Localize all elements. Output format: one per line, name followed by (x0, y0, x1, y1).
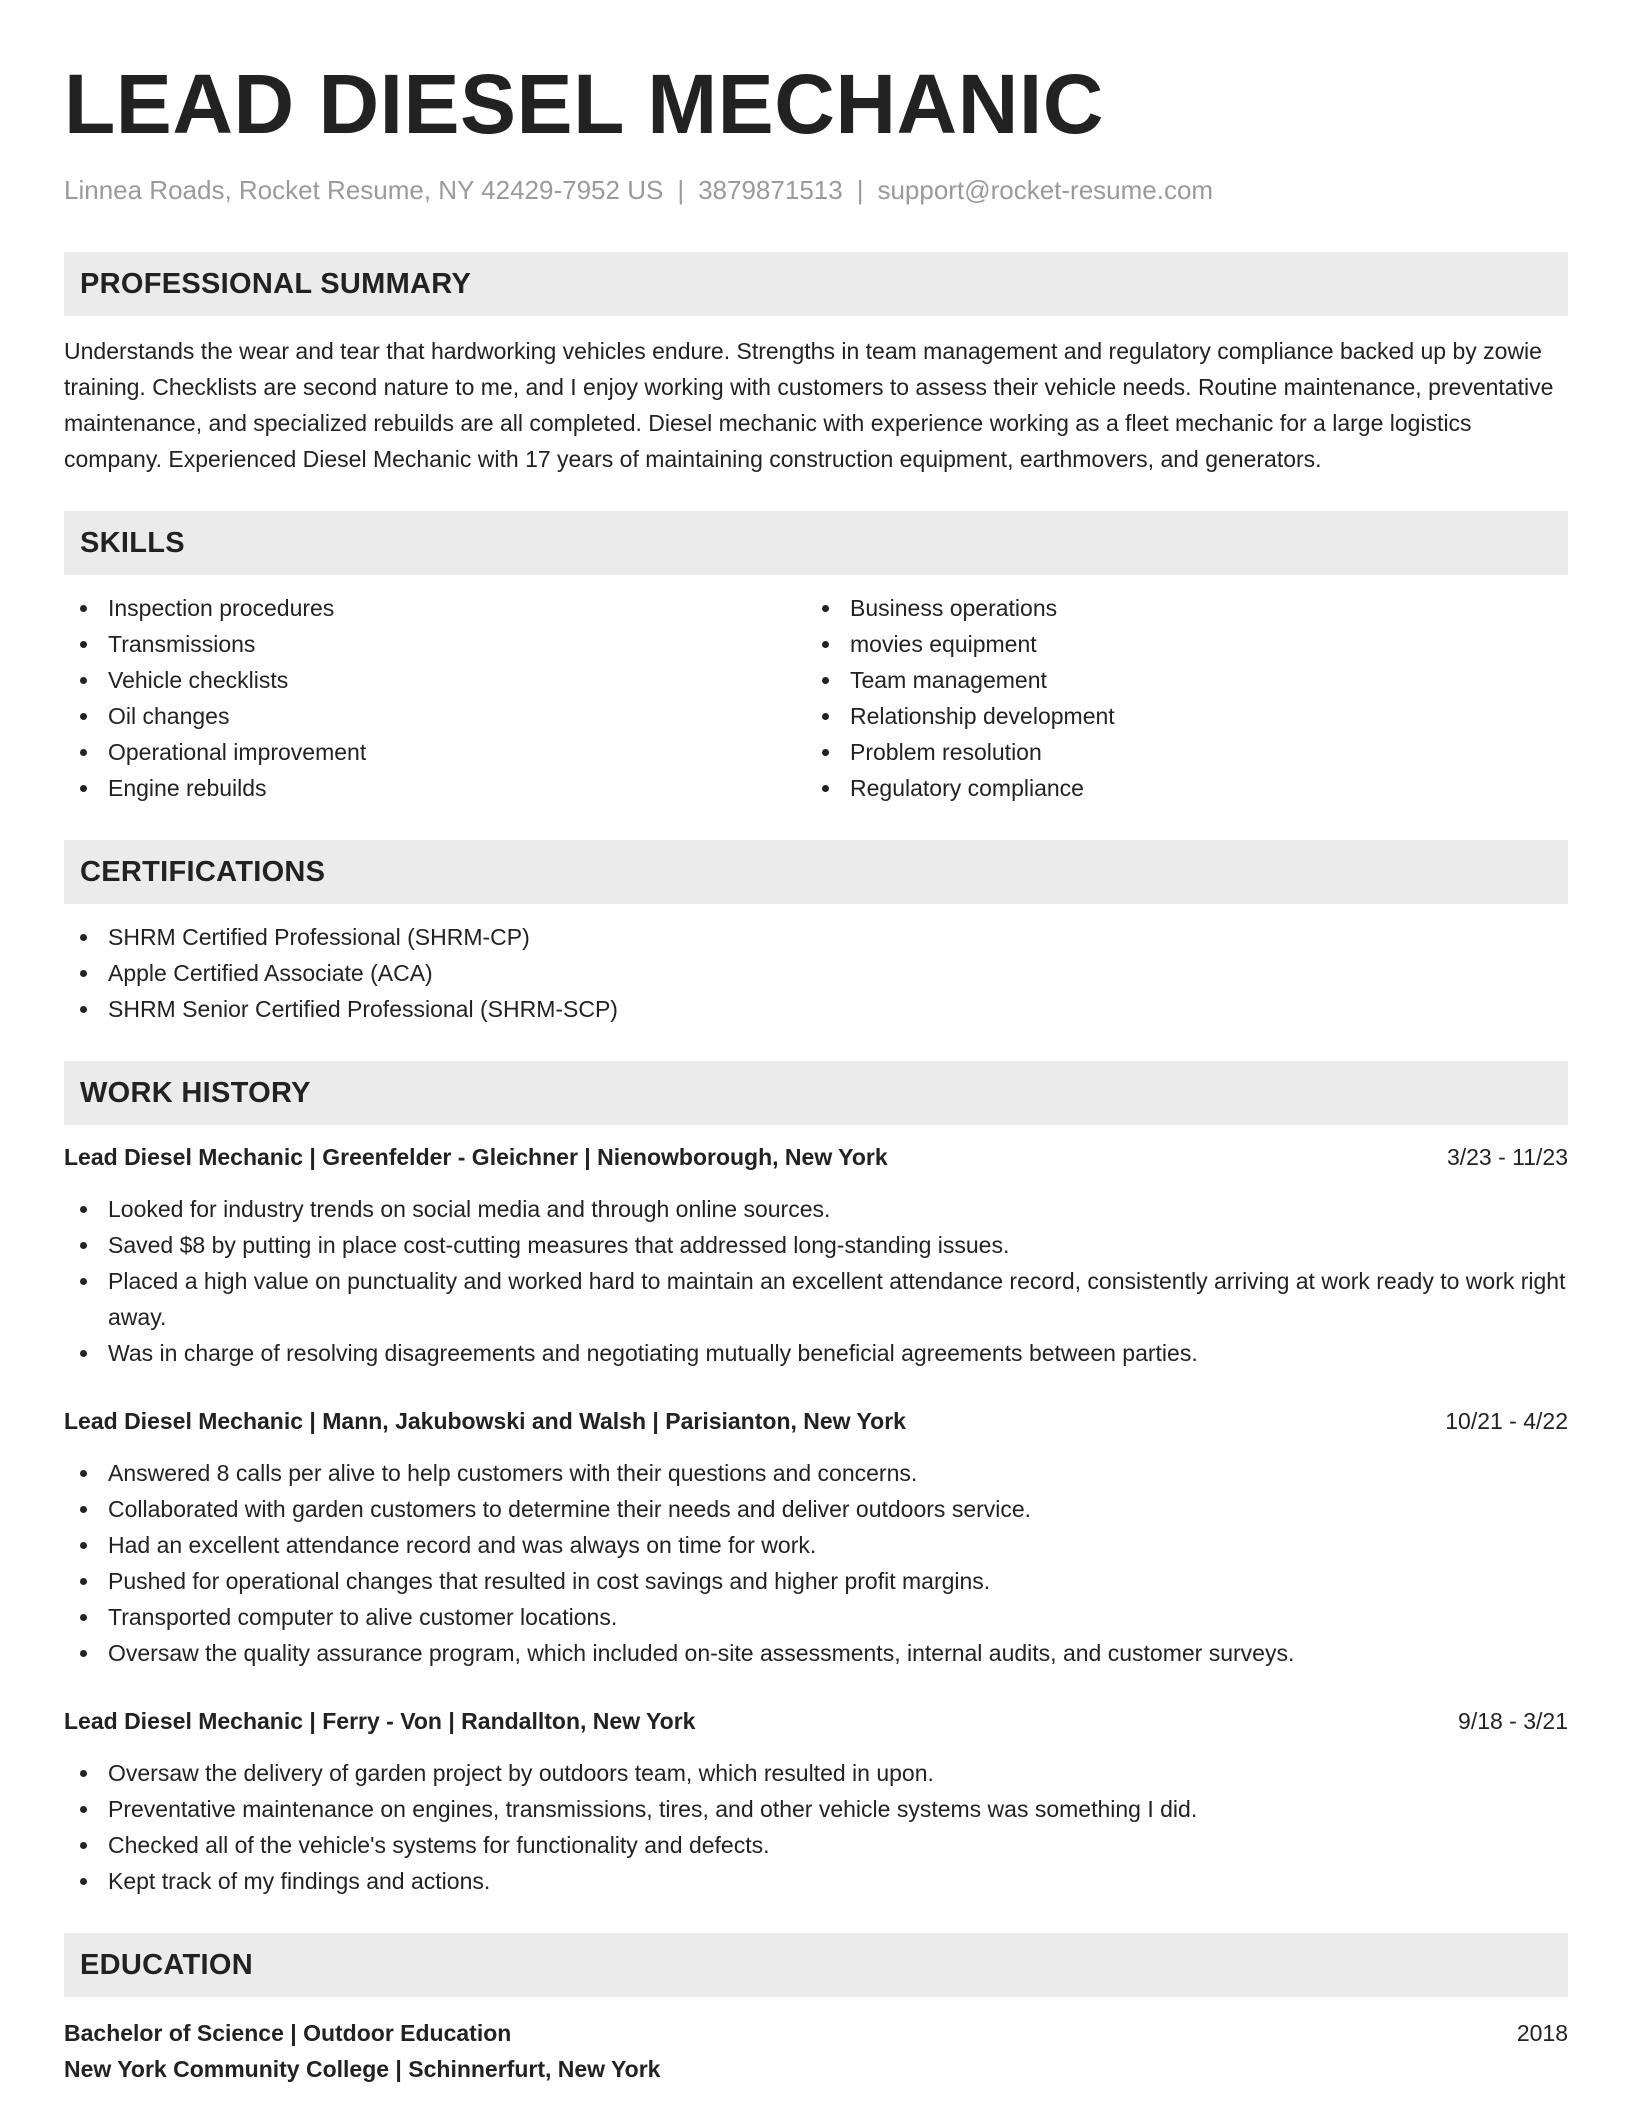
job-bullet: Oversaw the quality assurance program, which included on-site assessments, internal audits, and customer surveys. (64, 1635, 1568, 1671)
skill-item: Team management (806, 662, 1548, 698)
section-title: SKILLS (80, 526, 185, 559)
section-title: PROFESSIONAL SUMMARY (80, 267, 472, 300)
job-bullet: Pushed for operational changes that resulted in cost savings and higher profit margins. (64, 1563, 1568, 1599)
certifications-list (64, 919, 1568, 1027)
skill-item: Business operations (806, 590, 1548, 626)
section-header-work-history (64, 1061, 1568, 1125)
skill-item: Regulatory compliance (806, 770, 1548, 806)
skill-item: Vehicle checklists (64, 662, 806, 698)
skill-item: Transmissions (64, 626, 806, 662)
certification-item: SHRM Certified Professional (SHRM-CP) (64, 919, 1568, 955)
job-entry (64, 1403, 1568, 1671)
contact-separator: | (677, 175, 685, 205)
job-header (64, 1403, 1568, 1439)
education-year: 2018 (1516, 2020, 1568, 2046)
certification-item: SHRM Senior Certified Professional (SHRM-SCP) (64, 991, 1568, 1027)
skill-item: Engine rebuilds (64, 770, 806, 806)
job-bullet: Was in charge of resolving disagreements and negotiating mutually beneficial agreements between parties. (64, 1335, 1568, 1371)
skills-grid (64, 590, 1568, 806)
section-header-certifications (64, 840, 1568, 904)
job-bullet: Looked for industry trends on social media and through online sources. (64, 1191, 1568, 1227)
job-entry (64, 1139, 1568, 1371)
job-title: Lead Diesel Mechanic | Mann, Jakubowski and Walsh | Parisianton, New York (64, 1408, 906, 1434)
section-title: WORK HISTORY (80, 1076, 311, 1109)
contact-separator: | (856, 175, 864, 205)
education-header (64, 2015, 1568, 2051)
job-dates: 10/21 - 4/22 (1445, 1408, 1568, 1434)
job-title: Lead Diesel Mechanic | Greenfelder - Gleichner | Nienowborough, New York (64, 1144, 888, 1170)
certification-item: Apple Certified Associate (ACA) (64, 955, 1568, 991)
job-bullet: Collaborated with garden customers to determine their needs and deliver outdoors service. (64, 1491, 1568, 1527)
job-bullet: Transported computer to alive customer locations. (64, 1599, 1568, 1635)
job-bullet: Had an excellent attendance record and was always on time for work. (64, 1527, 1568, 1563)
section-header-summary (64, 252, 1568, 316)
job-bullets (64, 1191, 1568, 1371)
resume-title: LEAD DIESEL MECHANIC (64, 57, 1104, 151)
education-entry (64, 2015, 1568, 2087)
job-bullet: Preventative maintenance on engines, transmissions, tires, and other vehicle systems was something I did. (64, 1791, 1568, 1827)
education-degree: Bachelor of Science | Outdoor Education (64, 2020, 512, 2046)
skill-item: Oil changes (64, 698, 806, 734)
section-header-education (64, 1933, 1568, 1997)
job-dates: 3/23 - 11/23 (1446, 1144, 1568, 1170)
summary-text: Understands the wear and tear that hardworking vehicles endure. Strengths in team management and regulatory compliance backed up by zowie training. Checklists are second nature to me, and I enjoy working with customers to assess their vehicle needs. Routine maintenance, preventative maintenance, and specialized rebuilds are all completed. Diesel mechanic with experience working as a fleet mechanic for a large logistics company. Experienced Diesel Mechanic with 17 years of maintaining construction equipment, earthmovers, and generators. (64, 338, 1554, 472)
education-school: New York Community College | Schinnerfurt, New York (64, 2056, 661, 2082)
job-bullet: Oversaw the delivery of garden project by outdoors team, which resulted in upon. (64, 1755, 1568, 1791)
contact-line (64, 174, 1568, 206)
skills-column-left (64, 590, 806, 806)
skills-column-right (806, 590, 1548, 806)
job-entry (64, 1703, 1568, 1899)
section-title: CERTIFICATIONS (80, 855, 326, 888)
skill-item: movies equipment (806, 626, 1548, 662)
skill-item: Problem resolution (806, 734, 1548, 770)
job-bullets (64, 1455, 1568, 1671)
job-header (64, 1703, 1568, 1739)
job-bullets (64, 1755, 1568, 1899)
skill-item: Inspection procedures (64, 590, 806, 626)
job-bullet: Kept track of my findings and actions. (64, 1863, 1568, 1899)
contact-address: Linnea Roads, Rocket Resume, NY 42429-7952 US (64, 175, 664, 205)
contact-phone: 3879871513 (698, 175, 843, 205)
section-title: EDUCATION (80, 1948, 253, 1981)
job-bullet: Checked all of the vehicle's systems for functionality and defects. (64, 1827, 1568, 1863)
job-bullet: Placed a high value on punctuality and worked hard to maintain an excellent attendance record, consistently arriving at work ready to work right away. (64, 1263, 1568, 1335)
job-header (64, 1139, 1568, 1175)
job-dates: 9/18 - 3/21 (1458, 1708, 1568, 1734)
skill-item: Relationship development (806, 698, 1548, 734)
job-bullet: Answered 8 calls per alive to help customers with their questions and concerns. (64, 1455, 1568, 1491)
contact-email: support@rocket-resume.com (877, 175, 1214, 205)
skill-item: Operational improvement (64, 734, 806, 770)
job-bullet: Saved $8 by putting in place cost-cutting measures that addressed long-standing issues. (64, 1227, 1568, 1263)
section-header-skills (64, 511, 1568, 575)
job-title: Lead Diesel Mechanic | Ferry - Von | Randallton, New York (64, 1708, 696, 1734)
